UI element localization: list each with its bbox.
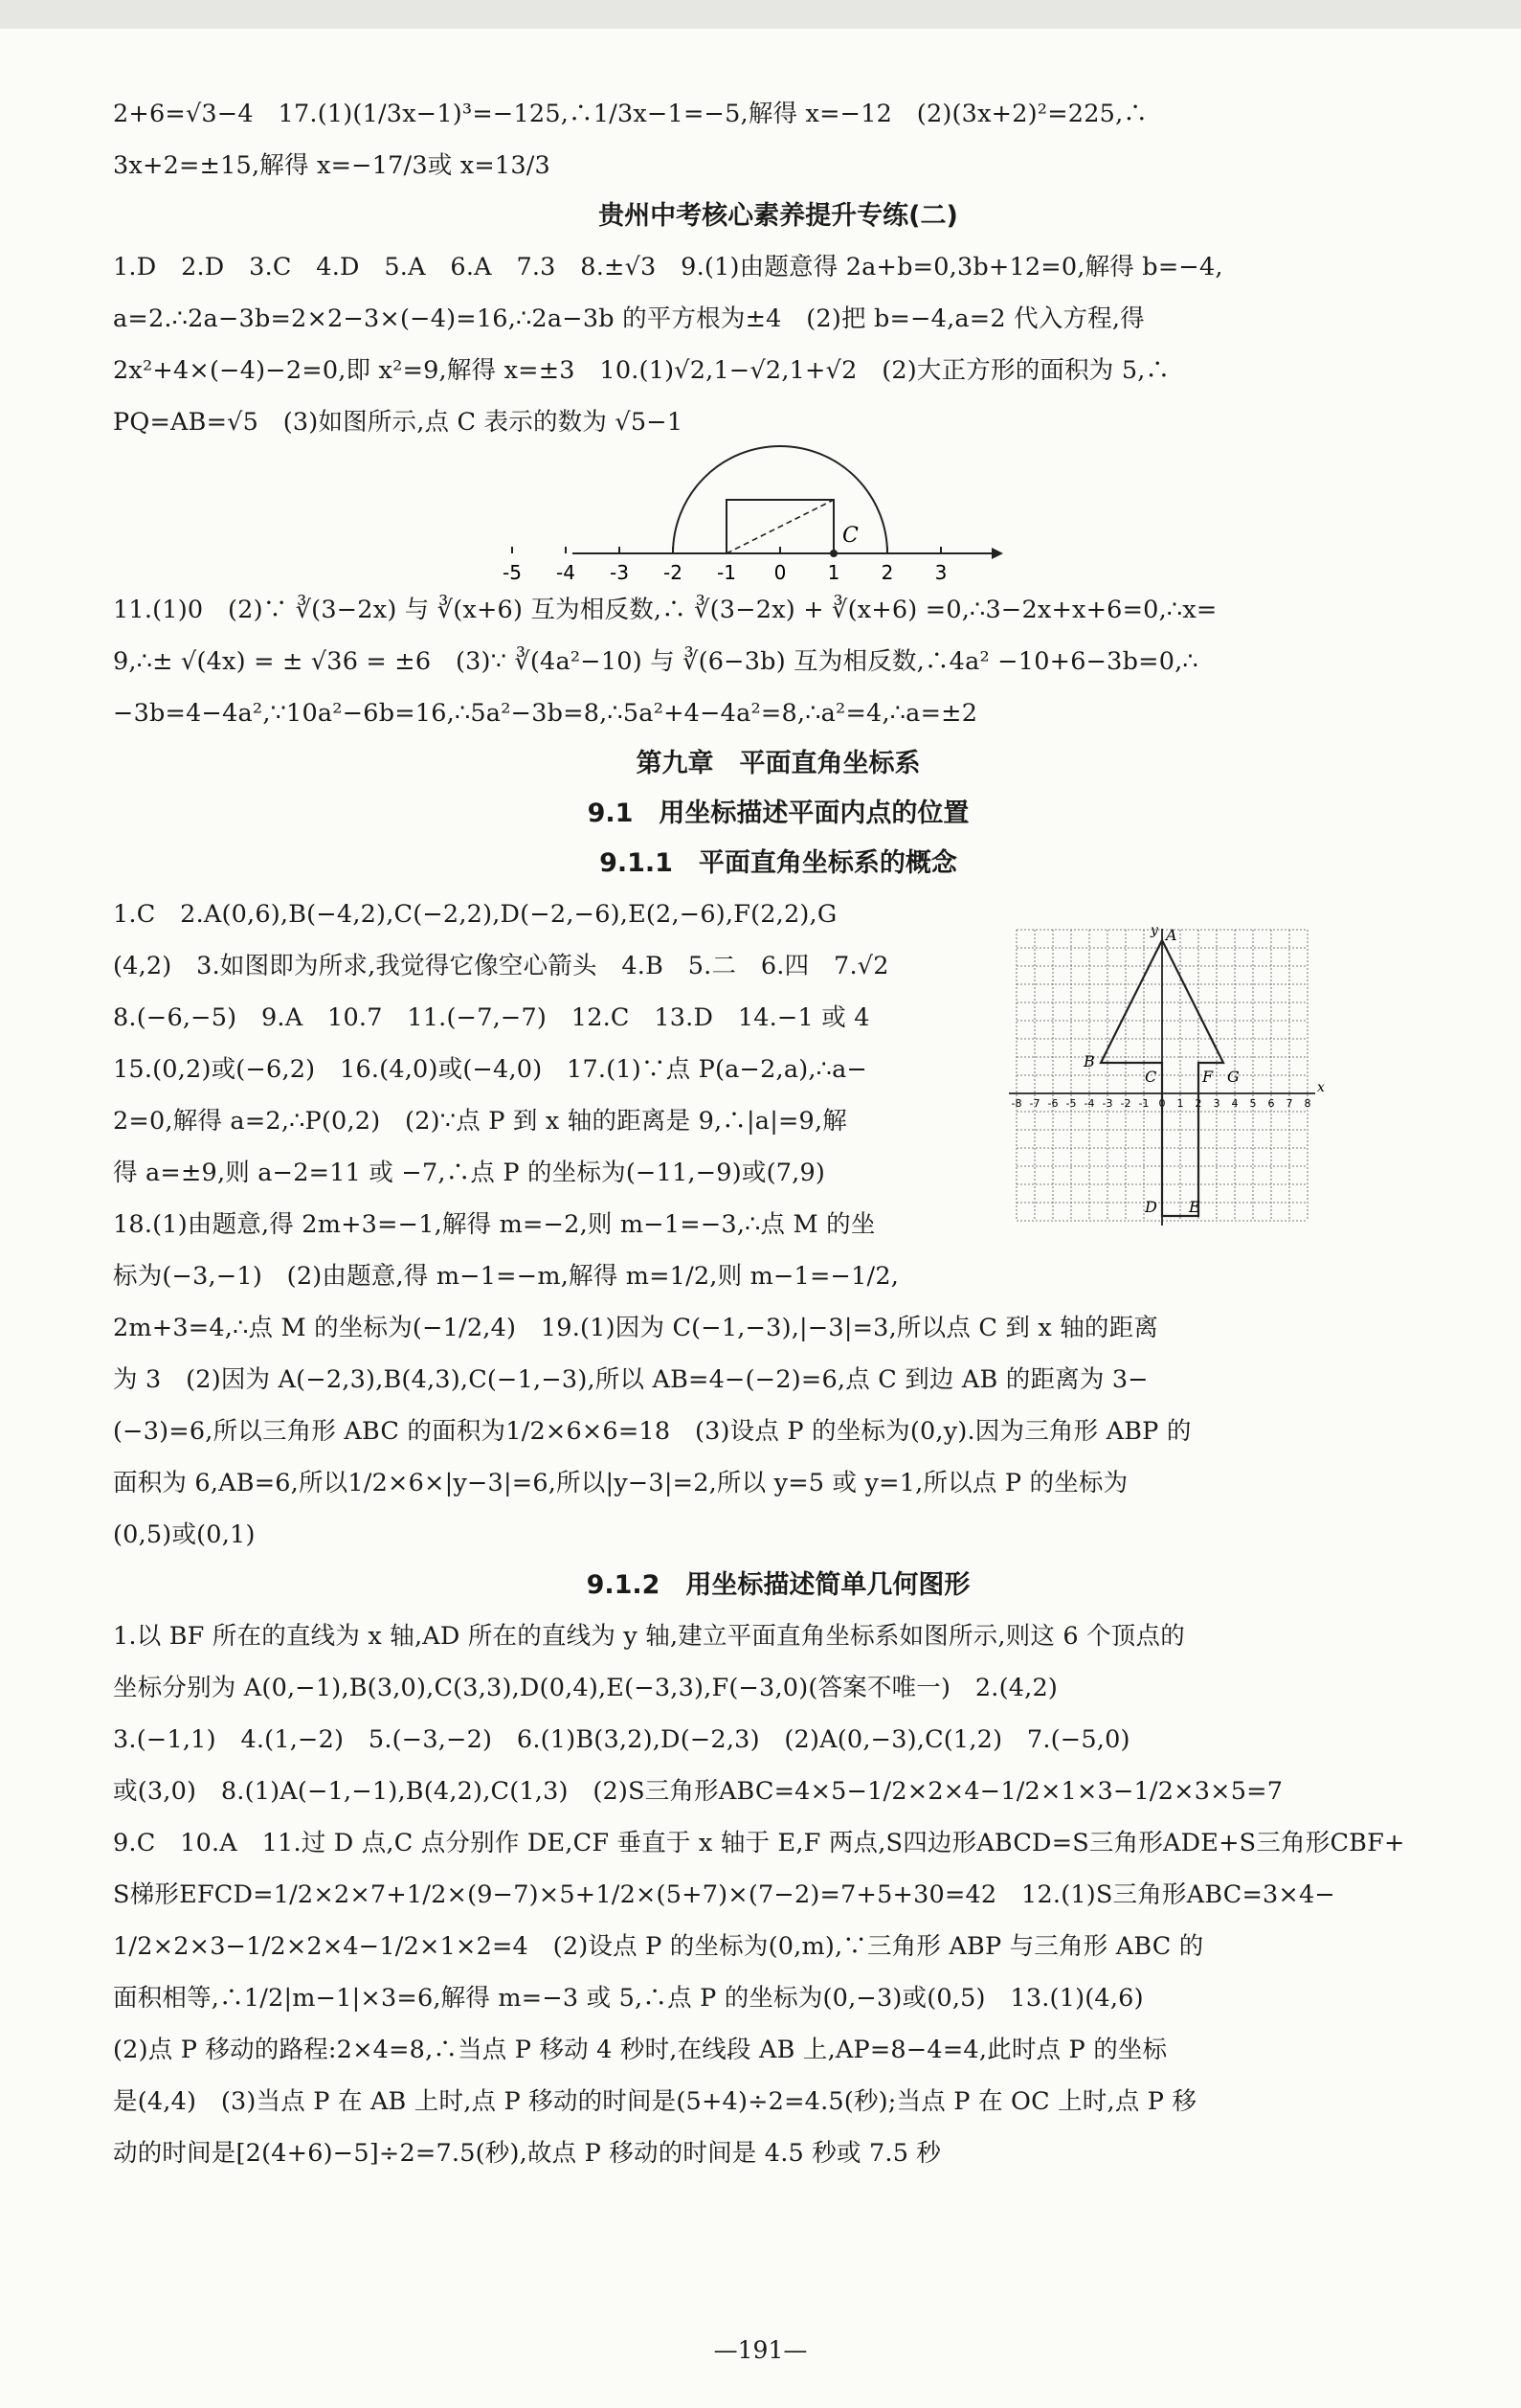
label-a: A — [1166, 926, 1177, 944]
grid-x-tick-label: 3 — [1213, 1097, 1220, 1110]
label-b: B — [1084, 1052, 1095, 1070]
diagonal-dash — [727, 500, 834, 553]
grid-x-tick-label: -6 — [1047, 1097, 1059, 1110]
text-line: 2m+3=4,∴点 M 的坐标为(−1/2,4) 19.(1)因为 C(−1,−3),|−3|=3,所以点 C 到 x 轴的距离 — [113, 1314, 1159, 1342]
chapter-title: 第九章 平面直角坐标系 — [636, 749, 921, 778]
text-line: a=2.∴2a−3b=2×2−3×(−4)=16,∴2a−3b 的平方根为±4 (2)把 b=−4,a=2 代入方程,得 — [113, 304, 1145, 333]
grid-x-tick-label: -2 — [1120, 1097, 1131, 1110]
text-line: 坐标分别为 A(0,−1),B(3,0),C(3,3),D(0,4),E(−3,3),F(−3,0)(答案不唯一) 2.(4,2) — [113, 1674, 1059, 1702]
grid-x-tick-label: 1 — [1176, 1097, 1184, 1110]
grid-x-tick-label: -3 — [1102, 1097, 1113, 1110]
text-line: PQ=AB=√5 (3)如图所示,点 C 表示的数为 √5−1 — [113, 408, 683, 437]
grid-x-tick-label: 8 — [1304, 1097, 1311, 1110]
text-line: 9.C 10.A 11.过 D 点,C 点分别作 DE,CF 垂直于 x 轴于 E,F 两点,S四边形ABCD=S三角形ADE+S三角形CBF+ — [113, 1829, 1405, 1857]
label-g: G — [1227, 1068, 1240, 1086]
top-shade — [0, 0, 1521, 29]
numline-tick-label: -3 — [610, 561, 629, 584]
numline-tick-label: 3 — [934, 561, 948, 584]
numline-tick-label: -1 — [717, 561, 736, 584]
text-line: (4,2) 3.如图即为所求,我觉得它像空心箭头 4.B 5.二 6.四 7.√2 — [113, 952, 889, 980]
grid-x-tick-label: -8 — [1011, 1097, 1022, 1110]
coordinate-grid-figure — [1003, 921, 1329, 1241]
numline-tick-label: -5 — [503, 561, 522, 584]
text-line: −3b=4−4a²,∵10a²−6b=16,∴5a²−3b=8,∴5a²+4−4a²=8,∴a²=4,∴a=±2 — [113, 699, 978, 728]
text-line: 2=0,解得 a=2,∴P(0,2) (2)∵点 P 到 x 轴的距离是 9,∴|a|=9,解 — [113, 1107, 847, 1136]
section-title: 9.1 用坐标描述平面内点的位置 — [587, 799, 970, 828]
text-line: 2x²+4×(−4)−2=0,即 x²=9,解得 x=±3 10.(1)√2,1−√2,1+√2 (2)大正方形的面积为 5,∴ — [113, 356, 1171, 385]
text-line: 11.(1)0 (2)∵ ∛(3−2x) 与 ∛(x+6) 互为相反数,∴ ∛(3−2x) + ∛(x+6) =0,∴3−2x+x+6=0,∴x= — [113, 596, 1218, 624]
text-line: 面积为 6,AB=6,所以1/2×6×|y−3|=6,所以|y−3|=2,所以 y=5 或 y=1,所以点 P 的坐标为 — [113, 1469, 1129, 1497]
text-line: (−3)=6,所以三角形 ABC 的面积为1/2×6×6=18 (3)设点 P 的坐标为(0,y).因为三角形 ABP 的 — [113, 1417, 1192, 1446]
text-line: 3x+2=±15,解得 x=−17/3或 x=13/3 — [113, 151, 550, 180]
numline-tick-label: 0 — [773, 561, 787, 584]
grid-x-tick-label: 7 — [1286, 1097, 1293, 1110]
text-line: 18.(1)由题意,得 2m+3=−1,解得 m=−2,则 m−1=−3,∴点 M 的坐 — [113, 1210, 876, 1239]
grid-x-tick-label: 4 — [1231, 1097, 1239, 1110]
grid-x-tick-label: 0 — [1158, 1097, 1166, 1110]
grid-x-tick-label: -5 — [1065, 1097, 1077, 1110]
grid-x-tick-label: 5 — [1249, 1097, 1257, 1110]
numline-tick-label: -2 — [663, 561, 682, 584]
left-column — [113, 889, 1099, 1302]
grid-x-tick-label: -4 — [1084, 1097, 1095, 1110]
grid-x-tick-label: 2 — [1195, 1097, 1202, 1110]
text-line: 是(4,4) (3)当点 P 在 AB 上时,点 P 移动的时间是(5+4)÷2=4.5(秒);当点 P 在 OC 上时,点 P 移 — [113, 2087, 1197, 2116]
text-line: (2)点 P 移动的路程:2×4=8,∴当点 P 移动 4 秒时,在线段 AB 上,AP=8−4=4,此时点 P 的坐标 — [113, 2036, 1168, 2064]
numline-tick-label: -4 — [556, 561, 575, 584]
subsection-title-2: 9.1.2 用坐标描述简单几何图形 — [586, 1570, 971, 1600]
grid-x-tick-label: -7 — [1029, 1097, 1040, 1110]
axis-arrow — [992, 548, 1003, 559]
page-number: —191— — [713, 2336, 808, 2364]
grid-x-tick-label: 6 — [1267, 1097, 1275, 1110]
label-d: D — [1145, 1198, 1157, 1216]
y-axis-label: y — [1151, 923, 1158, 938]
text-line: 2+6=√3−4 17.(1)(1/3x−1)³=−125,∴1/3x−1=−5,解得 x=−12 (2)(3x+2)²=225,∴ — [113, 100, 1149, 128]
label-e: E — [1189, 1198, 1200, 1216]
text-line: 面积相等,∴1/2|m−1|×3=6,解得 m=−3 或 5,∴点 P 的坐标为(0,−3)或(0,5) 13.(1)(4,6) — [113, 1984, 1144, 2013]
text-line: 8.(−6,−5) 9.A 10.7 11.(−7,−7) 12.C 13.D 14.−1 或 4 — [113, 1003, 870, 1032]
text-line: 为 3 (2)因为 A(−2,3),B(4,3),C(−1,−3),所以 AB=4−(−2)=6,点 C 到边 AB 的距离为 3− — [113, 1365, 1149, 1394]
text-line: 3.(−1,1) 4.(1,−2) 5.(−3,−2) 6.(1)B(3,2),D(−2,3) (2)A(0,−3),C(1,2) 7.(−5,0) — [113, 1725, 1130, 1754]
point-c — [830, 550, 838, 557]
text-line: 得 a=±9,则 a−2=11 或 −7,∴点 P 的坐标为(−11,−9)或(7,9) — [113, 1159, 826, 1187]
text-line: 1/2×2×3−1/2×2×4−1/2×1×2=4 (2)设点 P 的坐标为(0,m),∵三角形 ABP 与三角形 ABC 的 — [113, 1932, 1204, 1961]
point-c-label: C — [842, 524, 859, 548]
text-line: 9,∴± √(4x) = ± √36 = ±6 (3)∵ ∛(4a²−10) 与 ∛(6−3b) 互为相反数,∴4a² −10+6−3b=0,∴ — [113, 647, 1198, 676]
label-c: C — [1145, 1068, 1157, 1086]
numline-tick-label: 1 — [827, 561, 840, 584]
numline-tick-label: 2 — [881, 561, 894, 584]
text-line: 1.以 BF 所在的直线为 x 轴,AD 所在的直线为 y 轴,建立平面直角坐标系如图所示,则这 6 个顶点的 — [113, 1622, 1185, 1651]
grid-x-tick-label: -1 — [1138, 1097, 1150, 1110]
section-heading-guizhou: 贵州中考核心素养提升专练(二) — [598, 201, 958, 231]
text-line: 15.(0,2)或(−6,2) 16.(4,0)或(−4,0) 17.(1)∵点 P(a−2,a),∴a− — [113, 1055, 868, 1084]
text-line: S梯形EFCD=1/2×2×7+1/2×(9−7)×5+1/2×(5+7)×(7−2)=7+5+30=42 12.(1)S三角形ABC=3×4− — [113, 1880, 1335, 1909]
subsection-title-1: 9.1.1 平面直角坐标系的概念 — [599, 848, 957, 878]
text-line: 1.C 2.A(0,6),B(−4,2),C(−2,2),D(−2,−6),E(2,−6),F(2,2),G — [113, 900, 838, 929]
text-line: 或(3,0) 8.(1)A(−1,−1),B(4,2),C(1,3) (2)S三角形ABC=4×5−1/2×2×4−1/2×1×3−1/2×3×5=7 — [113, 1777, 1284, 1806]
text-line: 标为(−3,−1) (2)由题意,得 m−1=−m,解得 m=1/2,则 m−1=−1/2, — [113, 1262, 900, 1291]
text-line: 动的时间是[2(4+6)−5]÷2=7.5(秒),故点 P 移动的时间是 4.5 秒或 7.5 秒 — [113, 2139, 942, 2168]
x-axis-label: x — [1317, 1080, 1325, 1095]
number-line-figure — [113, 448, 1443, 584]
text-line: 1.D 2.D 3.C 4.D 5.A 6.A 7.3 8.±√3 9.(1)由题意得 2a+b=0,3b+12=0,解得 b=−4, — [113, 253, 1223, 281]
text-line: (0,5)或(0,1) — [113, 1520, 256, 1549]
label-f: F — [1202, 1068, 1214, 1086]
